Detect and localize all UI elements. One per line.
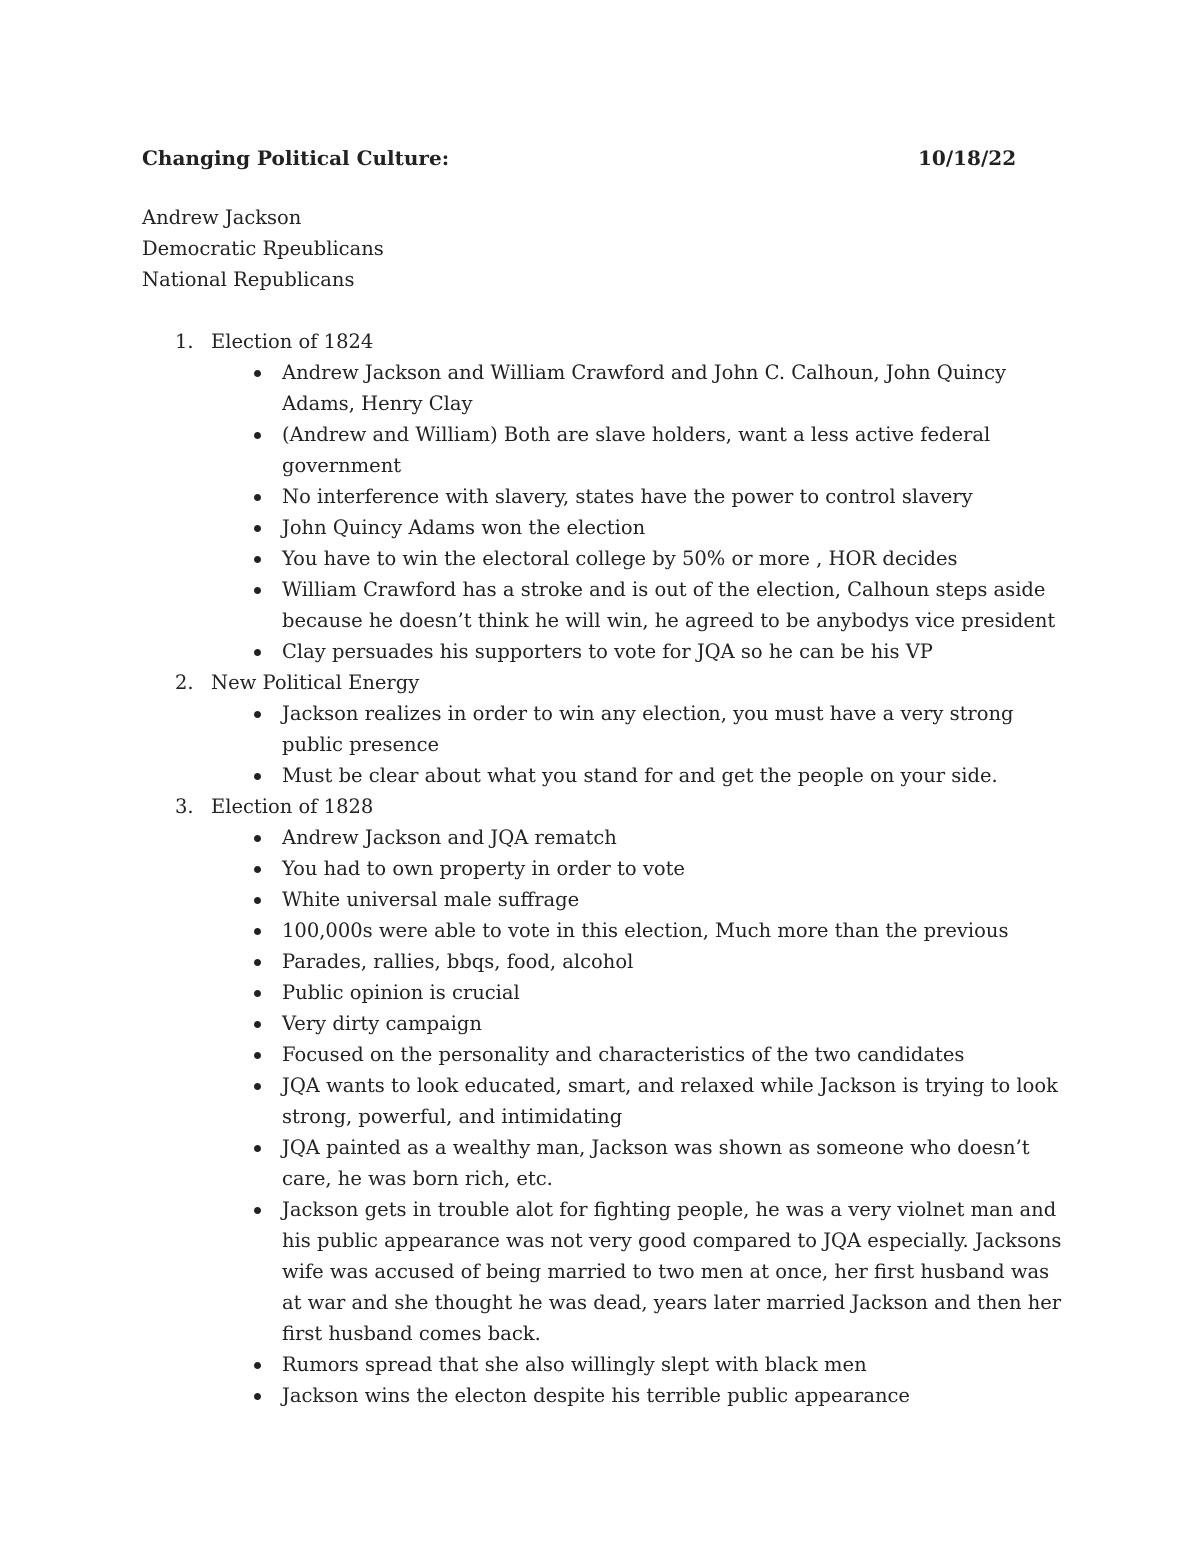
intro-line: National Republicans [142, 268, 355, 291]
bullet-dot-icon [254, 1207, 261, 1214]
bullet-dot-icon [254, 990, 261, 997]
numbered-list-item [142, 791, 1062, 1411]
bullet-text: JQA wants to look educated, smart, and relaxed while Jackson is trying to look strong, powerful, and intimidating [282, 1074, 1058, 1128]
bullet-item [211, 760, 1062, 791]
bullet-dot-icon [254, 959, 261, 966]
page-title: Changing Political Culture: [142, 146, 450, 170]
page-date: 10/18/22 [918, 146, 1017, 170]
bullet-list [211, 822, 1062, 1411]
bullet-text: You had to own property in order to vote [282, 857, 685, 880]
bullet-item [211, 698, 1062, 760]
bullet-text: Rumors spread that she also willingly slept with black men [282, 1353, 867, 1376]
bullet-list [211, 698, 1062, 791]
section-title: Election of 1828 [211, 795, 374, 818]
intro-block [142, 202, 1062, 295]
bullet-text: Jackson wins the electon despite his terrible public appearance [282, 1384, 910, 1407]
bullet-dot-icon [254, 711, 261, 718]
bullet-text: Jackson gets in trouble alot for fighting people, he was a very violnet man and his public appearance was not very good compared to JQA especially. Jacksons wife was accused of being married to two men at once, her first husband was at war and she thought he was dead, years later married Jackson and then her first husband comes back. [282, 1198, 1062, 1345]
bullet-item [211, 884, 1062, 915]
bullet-item [211, 1039, 1062, 1070]
bullet-text: Focused on the personality and characteristics of the two candidates [282, 1043, 965, 1066]
bullet-item [211, 512, 1062, 543]
bullet-text: (Andrew and William) Both are slave holders, want a less active federal government [282, 423, 991, 477]
bullet-item [211, 1380, 1062, 1411]
bullet-dot-icon [254, 835, 261, 842]
intro-line: Democratic Rpeublicans [142, 237, 384, 260]
bullet-text: Parades, rallies, bbqs, food, alcohol [282, 950, 634, 973]
list-number: 3. [175, 795, 194, 818]
bullet-item [211, 1194, 1062, 1349]
bullet-item [211, 1132, 1062, 1194]
bullet-dot-icon [254, 556, 261, 563]
bullet-text: Public opinion is crucial [282, 981, 520, 1004]
bullet-dot-icon [254, 1362, 261, 1369]
list-number: 1. [175, 330, 194, 353]
bullet-dot-icon [254, 866, 261, 873]
bullet-item [211, 357, 1062, 419]
bullet-item [211, 574, 1062, 636]
bullet-text: Andrew Jackson and William Crawford and John C. Calhoun, John Quincy Adams, Henry Clay [282, 361, 1007, 415]
bullet-list [211, 357, 1062, 667]
bullet-dot-icon [254, 494, 261, 501]
bullet-dot-icon [254, 1393, 261, 1400]
section-title: Election of 1824 [211, 330, 374, 353]
bullet-item [211, 822, 1062, 853]
bullet-item [211, 419, 1062, 481]
bullet-dot-icon [254, 525, 261, 532]
bullet-dot-icon [254, 1021, 261, 1028]
numbered-list-item [142, 667, 1062, 791]
bullet-dot-icon [254, 370, 261, 377]
bullet-text: Andrew Jackson and JQA rematch [282, 826, 617, 849]
bullet-item [211, 1008, 1062, 1039]
bullet-dot-icon [254, 1052, 261, 1059]
bullet-text: Clay persuades his supporters to vote for JQA so he can be his VP [282, 640, 933, 663]
bullet-item [211, 1349, 1062, 1380]
numbered-list-item [142, 326, 1062, 667]
bullet-item [211, 853, 1062, 884]
bullet-item [211, 915, 1062, 946]
section-title: New Political Energy [211, 671, 420, 694]
bullet-item [211, 481, 1062, 512]
bullet-item [211, 636, 1062, 667]
bullet-dot-icon [254, 1145, 261, 1152]
bullet-dot-icon [254, 773, 261, 780]
bullet-text: 100,000s were able to vote in this election, Much more than the previous [282, 919, 1009, 942]
bullet-text: JQA painted as a wealthy man, Jackson was shown as someone who doesn’t care, he was born rich, etc. [282, 1136, 1030, 1190]
bullet-item [211, 977, 1062, 1008]
bullet-text: William Crawford has a stroke and is out of the election, Calhoun steps aside because he doesn’t think he will win, he agreed to be anybodys vice president [282, 578, 1056, 632]
bullet-dot-icon [254, 432, 261, 439]
bullet-text: You have to win the electoral college by 50% or more , HOR decides [282, 547, 958, 570]
bullet-text: Very dirty campaign [282, 1012, 482, 1035]
intro-line: Andrew Jackson [142, 206, 302, 229]
list-number: 2. [175, 671, 194, 694]
bullet-text: John Quincy Adams won the election [282, 516, 646, 539]
bullet-dot-icon [254, 928, 261, 935]
bullet-text: Must be clear about what you stand for and get the people on your side. [282, 764, 998, 787]
bullet-text: Jackson realizes in order to win any election, you must have a very strong public presence [282, 702, 1014, 756]
bullet-dot-icon [254, 897, 261, 904]
bullet-item [211, 946, 1062, 977]
bullet-item [211, 1070, 1062, 1132]
document-page [142, 140, 1062, 1411]
numbered-list [142, 326, 1062, 1411]
bullet-item [211, 543, 1062, 574]
bullet-dot-icon [254, 649, 261, 656]
bullet-text: No interference with slavery, states have the power to control slavery [282, 485, 973, 508]
bullet-dot-icon [254, 1083, 261, 1090]
header-row [142, 140, 1062, 176]
bullet-text: White universal male suffrage [282, 888, 580, 911]
bullet-dot-icon [254, 587, 261, 594]
